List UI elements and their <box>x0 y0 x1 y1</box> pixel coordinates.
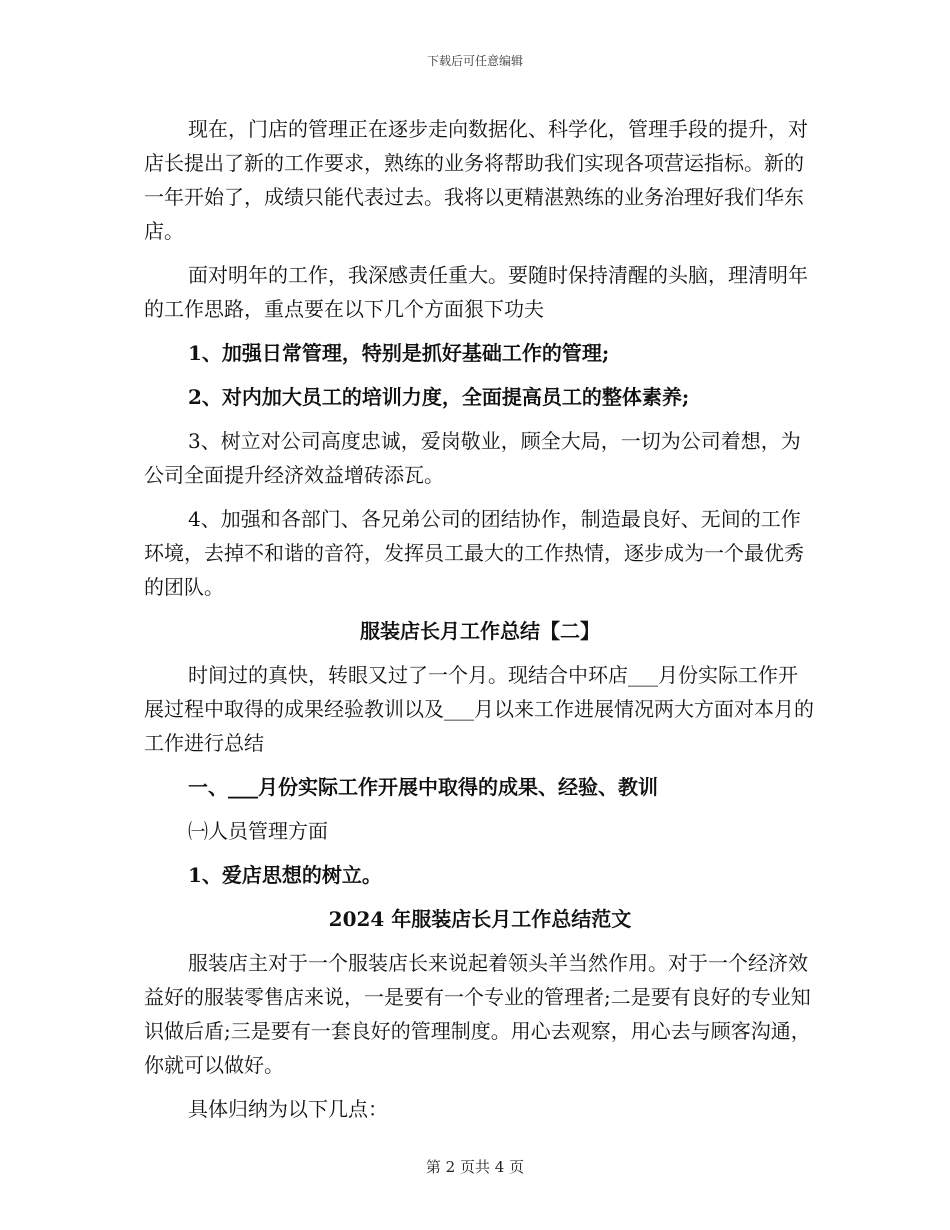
paragraph: 现在，门店的管理正在逐步走向数据化、科学化，管理手段的提升，对店长提出了新的工作要求，熟练的业务将帮助我们实现各项营运指标。新的一年开始了，成绩只能代表过去。我将以更精湛熟练的业务治理好我们华东店。 <box>144 117 808 243</box>
document-title: 2024 年服装店长月工作总结范文 <box>328 907 632 931</box>
paragraph: 具体归纳为以下几点： <box>188 1097 388 1121</box>
subsection-heading: 一、___月份实际工作开展中取得的成果、经验、教训 <box>188 775 658 799</box>
list-item-bold: 2、对内加大员工的培训力度，全面提高员工的整体素养; <box>188 385 690 409</box>
list-item: 4、加强和各部门、各兄弟公司的团结协作，制造最良好、无间的工作环境，去掉不和谐的音符，发挥员工最大的工作热情，逐步成为一个最优秀的团队。 <box>144 507 804 599</box>
section-heading: 服装店长月工作总结【二】 <box>360 619 600 643</box>
point-heading: 1、爱店思想的树立。 <box>188 863 382 887</box>
paragraph: 面对明年的工作，我深感责任重大。要随时保持清醒的头脑，理清明年的工作思路，重点要在以下几个方面狠下功夫 <box>144 263 808 321</box>
document-body <box>144 112 816 1136</box>
sub-heading: ㈠人员管理方面 <box>188 819 328 843</box>
list-item: 3、树立对公司高度忠诚，爱岗敬业，顾全大局，一切为公司着想，为公司全面提升经济效益增砖添瓦。 <box>144 429 801 487</box>
paragraph: 服装店主对于一个服装店长来说起着领头羊当然作用。对于一个经济效益好的服装零售店来说，一是要有一个专业的管理者;二是要有良好的专业知识做后盾;三是要有一套良好的管理制度。用心去观察，用心去与顾客沟通，你就可以做好。 <box>144 951 811 1077</box>
page-header: 下载后可任意编辑 <box>426 54 523 68</box>
page-footer: 第 2 页共 4 页 <box>425 1158 525 1176</box>
paragraph: 时间过的真快，转眼又过了一个月。现结合中环店___月份实际工作开展过程中取得的成果经验教训以及___月以来工作进展情况两大方面对本月的工作进行总结 <box>144 663 814 755</box>
list-item-bold: 1、加强日常管理，特别是抓好基础工作的管理; <box>188 341 610 365</box>
